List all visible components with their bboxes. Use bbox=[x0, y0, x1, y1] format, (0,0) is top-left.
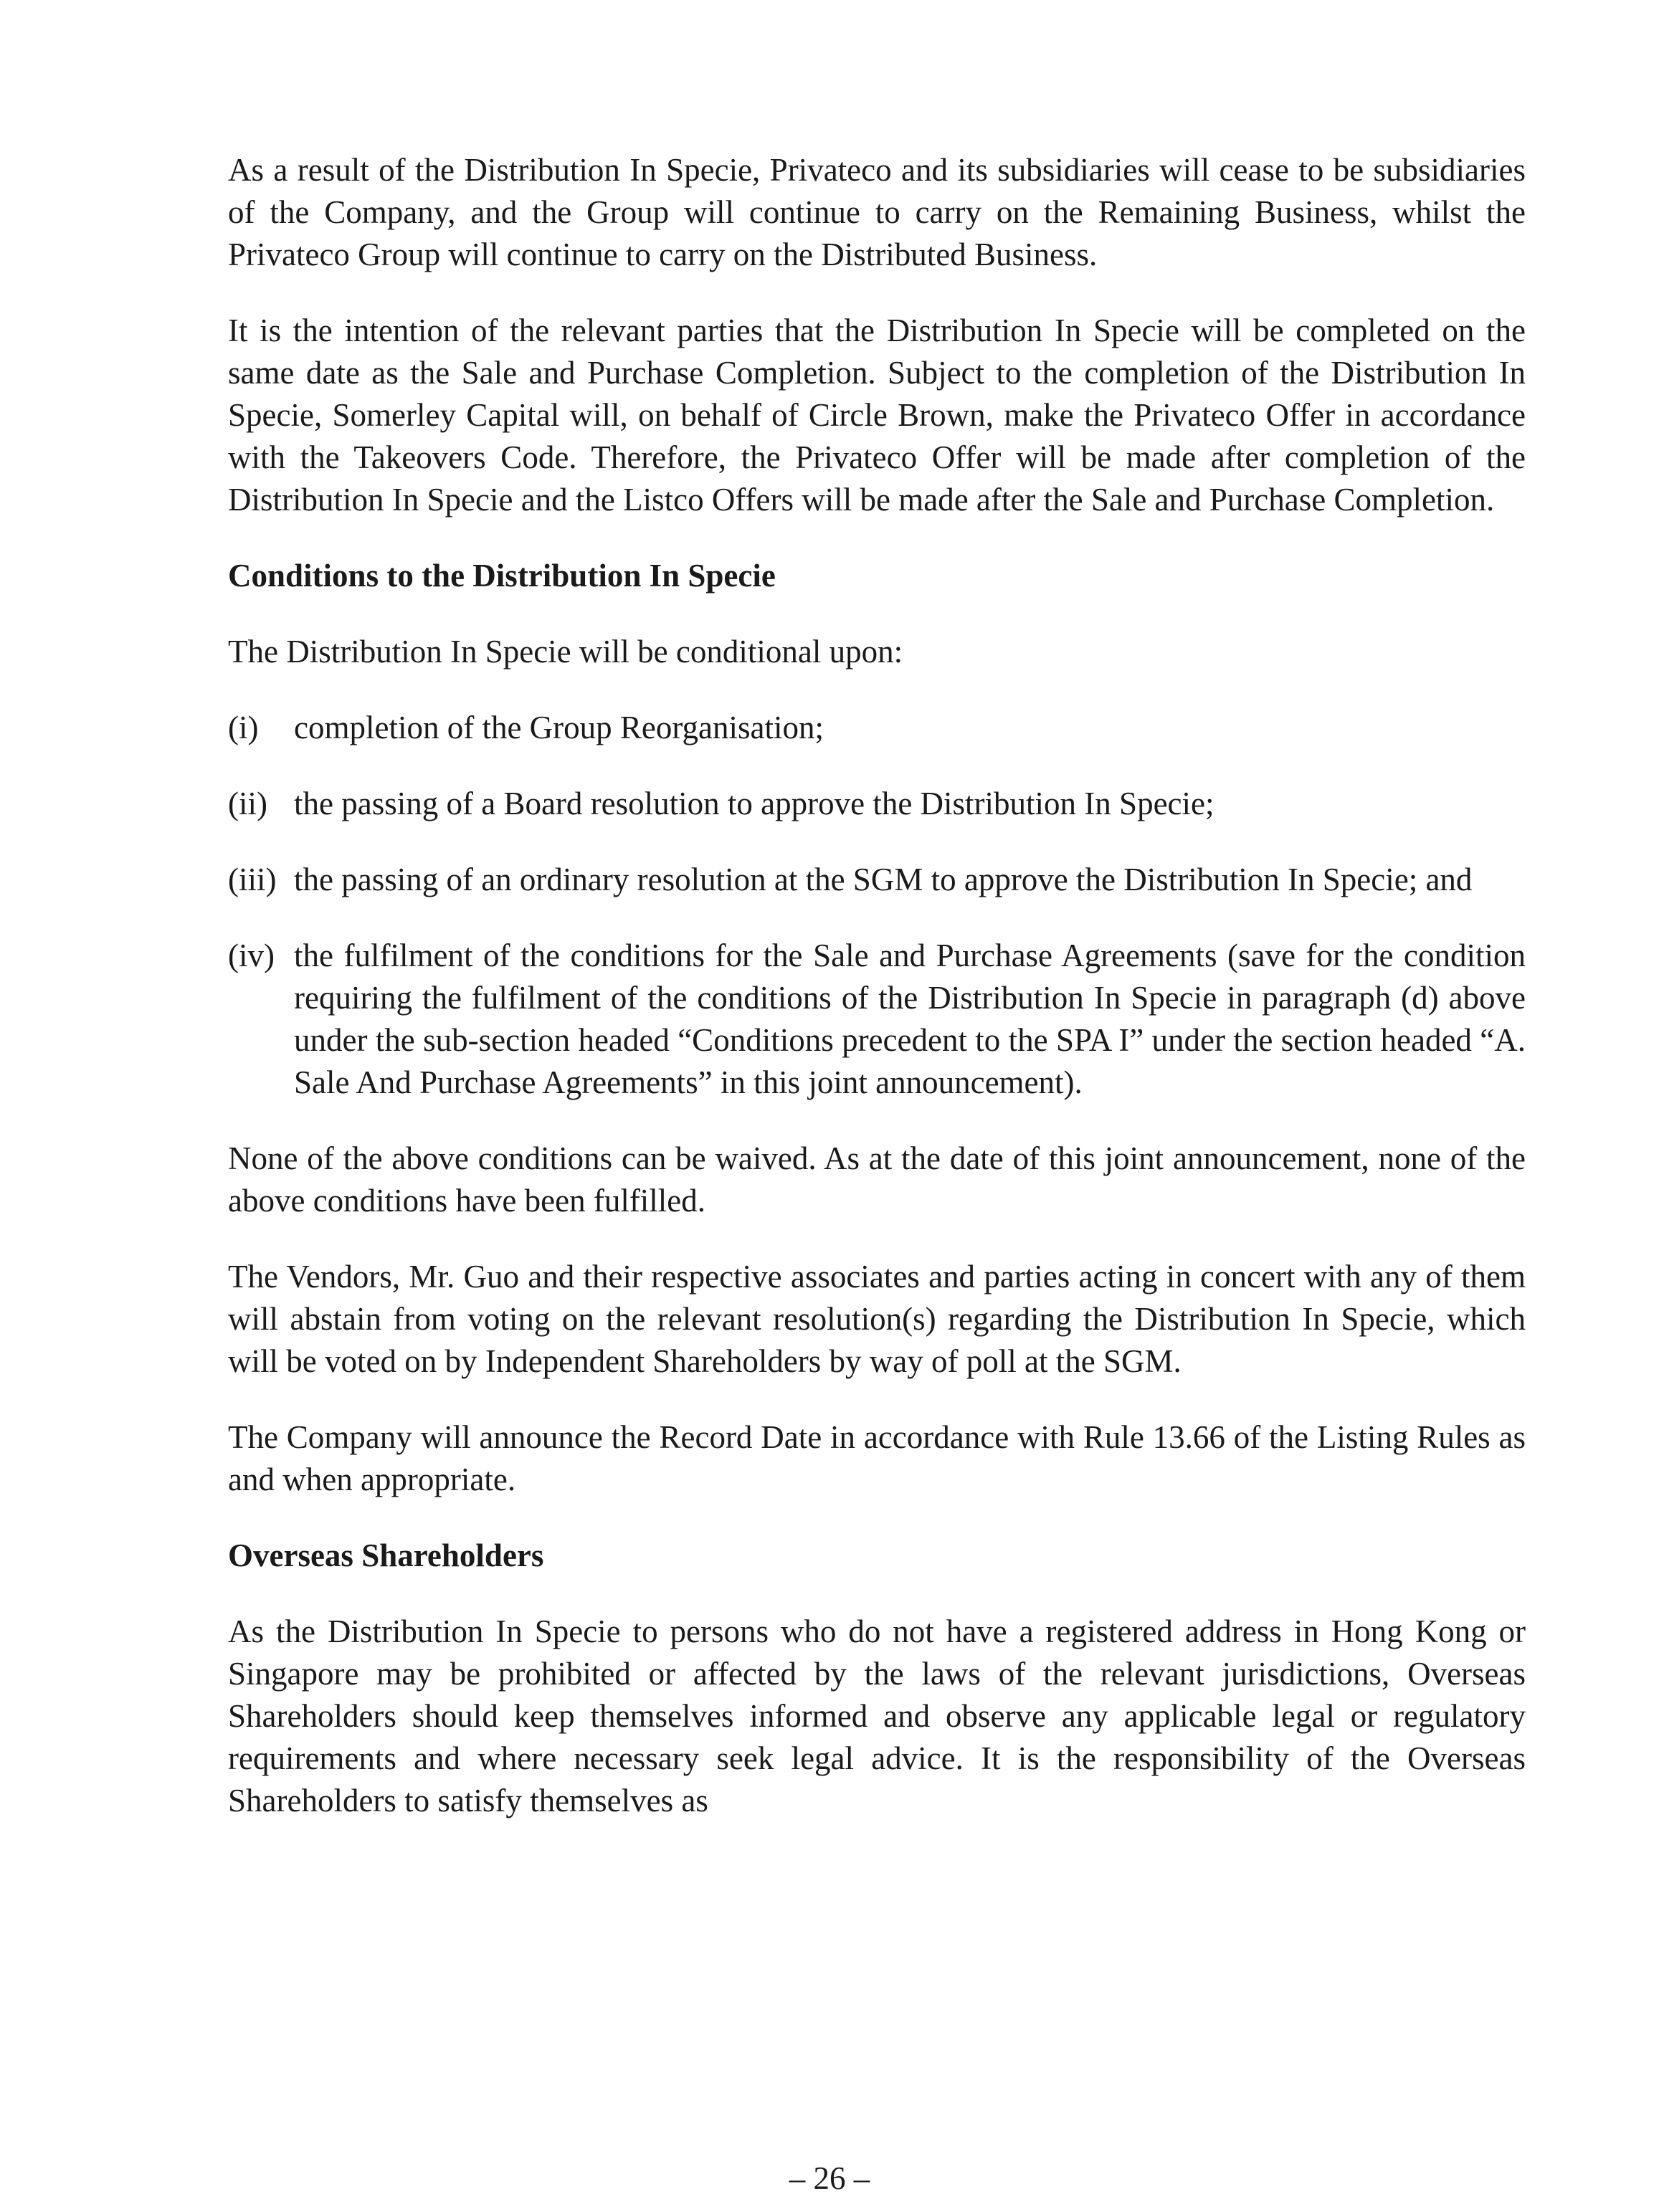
list-item-number: (ii) bbox=[228, 786, 267, 821]
paragraph-completion-intention: It is the intention of the relevant parties that the Distribution In Specie will be completed on the same date as the Sale and Purchase Completion. Subject to the completion of the Distribution In Specie, Somerley Capital will, on behalf of Circle Brown, make the Privateco Offer in accordance with the Takeovers Code. Therefore, the Privateco Offer will be made after completion of the Distribution In Specie and the Listco Offers will be made after the Sale and Purchase Completion. bbox=[228, 313, 1526, 518]
list-item-condition-i bbox=[228, 707, 1526, 749]
list-item-text: the fulfilment of the conditions for the Sale and Purchase Agreements (save for the condition requiring the fulfilment of the conditions of the Distribution In Specie in paragraph (d) above under the sub-section headed “Conditions precedent to the SPA I” under the section headed “A. Sale And Purchase Agreements” in this joint announcement). bbox=[294, 938, 1526, 1100]
list-item-number: (i) bbox=[228, 710, 259, 745]
list-item-text: the passing of a Board resolution to approve the Distribution In Specie; bbox=[294, 786, 1214, 821]
list-item-condition-iii bbox=[228, 859, 1526, 901]
document-body bbox=[228, 149, 1526, 1822]
section-heading-overseas: Overseas Shareholders bbox=[228, 1538, 544, 1573]
paragraph-conditions-lead: The Distribution In Specie will be conditional upon: bbox=[228, 634, 903, 669]
paragraph-distribution-result: As a result of the Distribution In Specie, Privateco and its subsidiaries will cease to be subsidiaries of the Company, and the Group will continue to carry on the Remaining Business, whilst the Privateco Group will continue to carry on the Distributed Business. bbox=[228, 152, 1526, 272]
list-item-number: (iv) bbox=[228, 938, 275, 973]
list-item-condition-ii bbox=[228, 783, 1526, 825]
list-item-text: completion of the Group Reorganisation; bbox=[294, 710, 824, 745]
paragraph-conditions-waiver: None of the above conditions can be waived. As at the date of this joint announcement, none of the above conditions have been fulfilled. bbox=[228, 1140, 1526, 1219]
list-item-condition-iv bbox=[228, 935, 1526, 1104]
paragraph-record-date: The Company will announce the Record Date in accordance with Rule 13.66 of the Listing Rules as and when appropriate. bbox=[228, 1419, 1526, 1497]
list-item-text: the passing of an ordinary resolution at the SGM to approve the Distribution In Specie; and bbox=[294, 862, 1473, 897]
paragraph-abstain-voting: The Vendors, Mr. Guo and their respective associates and parties acting in concert with any of them will abstain from voting on the relevant resolution(s) regarding the Distribution In Specie, which will be voted on by Independent Shareholders by way of poll at the SGM. bbox=[228, 1259, 1526, 1379]
list-item-number: (iii) bbox=[228, 862, 277, 897]
paragraph-overseas-shareholders: As the Distribution In Specie to persons who do not have a registered address in Hong Kong or Singapore may be prohibited or affected by the laws of the relevant jurisdictions, Overseas Shareholders should keep themselves informed and observe any applicable legal or regulatory requirements and where necessary seek legal advice. It is the responsibility of the Overseas Shareholders to satisfy themselves as bbox=[228, 1613, 1526, 1818]
section-heading-conditions: Conditions to the Distribution In Specie bbox=[228, 558, 776, 593]
page-number: – 26 – bbox=[789, 2160, 870, 2196]
